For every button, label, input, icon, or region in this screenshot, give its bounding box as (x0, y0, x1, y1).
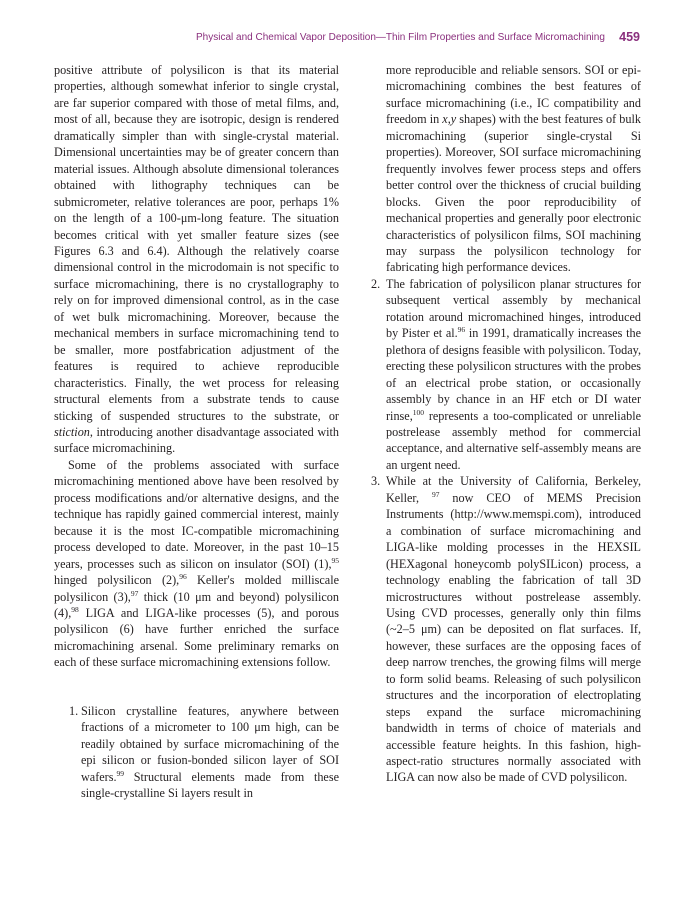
page-number: 459 (619, 30, 640, 44)
list-item-soi: 1. Silicon crystalline features, anywhere between fractions of a micrometer to 100 μm high, can be readily obtained by surface micromachining of the epi silicon or fusion-bonded silicon layer of SOI wafers.$^{99}$ Structural elements made from these single-crystalline Si layers result in (69, 703, 339, 801)
right-column (371, 62, 641, 786)
list-item-hinged-polysilicon: 2. The fabrication of polysilicon planar structures for subsequent vertical assembly by mechanical rotation around micromachined hinges, introduced by Pister et al.$^{96}$ in 1991, dramatically increases the plethora of designs feasible with polysilicon. Today, erecting these polysilicon structures with the probes of an electrical probe station, or occasionally assembly by chance in an HF etch or DI water rinse,$^{100}$ represents a too-complicated or unreliable postrelease assembly method for commercial acceptance, and alternative self-assembly means are an urgent need. (371, 276, 641, 472)
paragraph-polysilicon-properties: positive attribute of polysilicon is that its material properties, although somewhat inferior to single crystal, are far superior compared with those of metal films, and, most of all, because they are isotropic, design is rendered dramatically simpler than with single-crystal material. Dimensional uncertainties may be of greater concern than material issues. Although absolute dimensional tolerances obtained with lithography techniques can be submicrometer, relative tolerances are poor, perhaps 1% on the length of a 100-μm-long feature. The situation becomes critical with yet smaller feature sizes (see Figures 6.3 and 6.4). Although the relatively coarse dimensional control in the microdomain is not specific to surface micromachining, there is no crystallography to rely on for improved dimensional control, as in the case of wet bulk micromachining. Moreover, because the mechanical members in surface micromachining tend to be smaller, more postfabrication adjustment of the features is required to achieve reproducible characteristics. Finally, the wet process for releasing structural elements from a substrate tends to cause sticking of suspended structures to the substrate, or stiction, introducing another disadvantage associated with surface micromachining. (54, 63, 339, 456)
list-item-hexsil: 3. While at the University of California, Berkeley, Keller, $^{97}$ now CEO of MEMS Precision Instruments (http://www.memspi.com), introduced a combination of surface micromachining and LIGA-like molding processes in the HEXSIL (HEXagonal honeycomb polySILicon) process, a technology enabling the fabrication of tall 3D microstructures without postrelease assembly. Using CVD processes, generally only thin films (~2–5 μm) can be deposited on flat surfaces. If, however, these surfaces are the opposing faces of deep narrow trenches, the growing films will merge to form solid beams. Releasing of such polysilicon structures and the incorporation of electroplating steps expand the surface micromachining bandwidth in terms of choice of materials and accessible feature heights. In this fashion, high-aspect-ratio structures normally associated with LIGA can now also be made of CVD polysilicon. (371, 474, 641, 785)
left-column (54, 62, 339, 801)
page-header (196, 30, 640, 46)
extension-list-continued (371, 62, 641, 786)
running-title: Physical and Chemical Vapor Deposition—Thin Film Properties and Surface Micromachining (196, 32, 605, 43)
paragraph-surface-micromachining-problems: Some of the problems associated with surface micromachining mentioned above have been resolved by process modifications and/or alternative designs, and the technique has rapidly gained commercial interest, mainly because it is the most IC-compatible micromachining process developed to date. Moreover, in the past 10–15 years, processes such as silicon on insulator (SOI) (1),$^{95}$ hinged polysilicon (2),$^{96}$ Keller's molded milliscale polysilicon (3),$^{97}$ thick (10 μm and beyond) polysilicon (4),$^{98}$ LIGA and LIGA-like processes (5), and porous polysilicon (6) have further enriched the surface micromachining arsenal. Some preliminary remarks on each of these surface micromachining extensions follow. (54, 457, 340, 670)
list-item-soi-continued: more reproducible and reliable sensors. SOI or epi-micromachining combines the best features of surface micromachining (i.e., IC compatibility and freedom in x,y shapes) with the best features of bulk micromachining (superior single-crystal Si properties). Moreover, SOI surface micromachining frequently involves fewer process steps and offers better control over the thickness of crucial building blocks. Given the poor reproducibility of mechanical properties and generally poor electronic characteristics of polysilicon films, SOI machining may surpass the polysilicon technology for fabricating high performance devices. (386, 63, 641, 275)
extension-list (54, 703, 339, 802)
